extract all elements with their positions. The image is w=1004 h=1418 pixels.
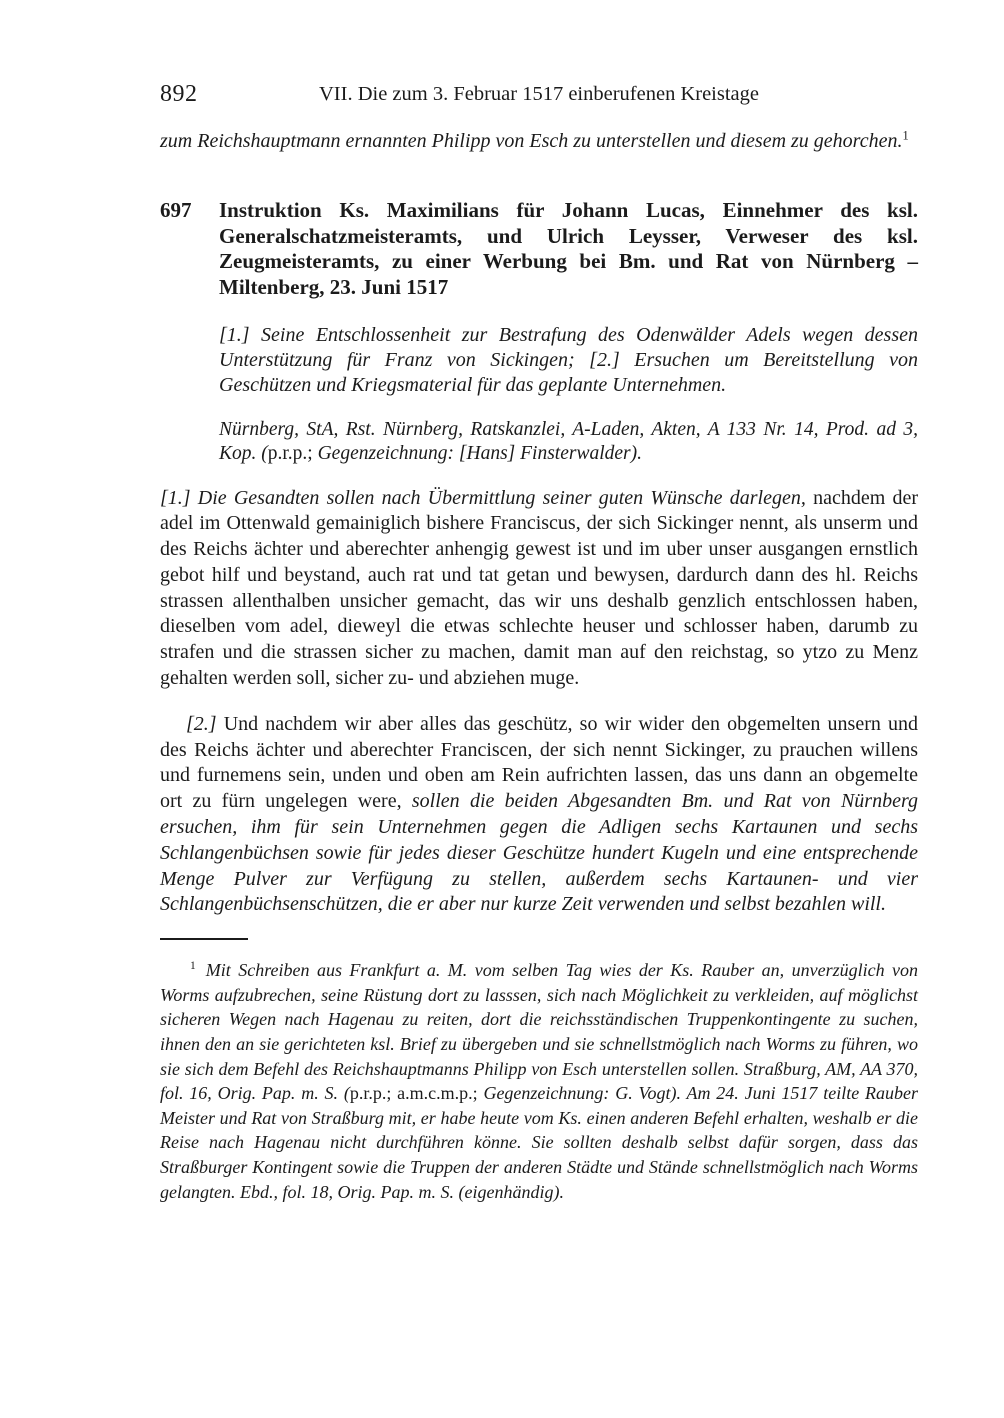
source-part-2: Gegenzeichnung: [Hans] Finsterwalder). [312, 443, 643, 464]
page-number: 892 [160, 81, 198, 107]
paragraph-2-tail: sollen die beiden Abgesandten Bm. und Rat von Nürnberg ersuchen, ihm für sein Unternehmen gegen die Adligen sechs Kartaunen und sechs Schlangenbüchsen sowie für jedes dieser Geschütze hundert Kugeln und eine entsprechende Menge Pulver zur Verfügung zu stellen, außerdem sechs Kartaunen- und vier Schlangenbüchsenschützen, die er aber nur kurze Zeit verwenden und selbst bezahlen will. [160, 790, 918, 916]
footnote-marker: 1 [190, 960, 196, 973]
body-paragraph-1 [160, 486, 918, 692]
footnote-text-1: Mit Schreiben aus Frankfurt a. M. vom selben Tag wies der Ks. Rauber an, unverzüglich von Worms aufzubrechen, seine Rüstung dort zu lasssen, sich nach Möglichkeit zu verkleiden, auf möglichst sicheren Wegen nach Hagenau zu reiten, dort die reichsständischen Truppenkontingente zu suchen, ihnen den an sie gerichteten ksl. Brief zu übergeben und sie schnellstmöglich nach Worms zu führen, wo sie sich dem Befehl des Reichshauptmanns Philipp von Esch unterstellen sollen. Straßburg, AM, AA 370, fol. 16, Orig. Pap. m. S. ( [160, 960, 918, 1104]
footnote-separator [160, 938, 248, 940]
entry-title: Instruktion Ks. Maximilians für Johann Lucas, Einnehmer des ksl. Generalschatzmeisteramts, und Ulrich Leysser, Verweser des ksl. Zeugmeisteramts, zu einer Werbung bei Bm. und Rat von Nürnberg – Miltenberg, 23. Juni 1517 [219, 198, 918, 299]
intro-text: zum Reichshauptmann ernannten Philipp von Esch zu unterstellen und diesem zu gehorchen. [160, 130, 903, 152]
intro-continuation-paragraph [160, 128, 918, 154]
paragraph-2-lead: [2.] [186, 712, 224, 735]
footnote-text-2: Gegenzeichnung: G. Vogt). Am 24. Juni 1517 teilte Rauber Meister und Rat von Straßburg mit, er habe heute vom Ks. einen anderen Befehl erhalten, weshalb er die Reise nach Hagenau nicht durchführen könne. Sie sollten deshalb selbst dafür sorgen, dass das Straßburger Kontingent sowie die Truppen der anderen Städte und Stände schnellstmöglich nach Worms gelangten. Ebd., fol. 18, Orig. Pap. m. S. (eigenhändig). [160, 1083, 918, 1202]
footnote-area [160, 938, 918, 1204]
entry-summary: [1.] Seine Entschlossenheit zur Bestrafung des Odenwälder Adels wegen dessen Unterstützung für Franz von Sickingen; [2.] Ersuchen um Bereitstellung von Geschützen und Kriegsmaterial für das geplante Unternehmen. [219, 324, 918, 396]
entry-heading [160, 198, 918, 300]
paragraph-1-lead: [1.] Die Gesandten sollen nach Übermittlung seiner guten Wünsche darlegen, [160, 486, 814, 509]
source-part-1: Nürnberg, StA, Rst. Nürnberg, Ratskanzlei, A-Laden, Akten, A 133 Nr. 14, Prod. ad 3, Kop. ( [219, 419, 918, 464]
entry-number: 697 [160, 198, 192, 222]
source-part-roman: p.r.p.; [267, 443, 313, 464]
footnote-reference-1: 1 [902, 128, 909, 143]
footnote-text-roman: p.r.p.; a.m.c.m.p.; [349, 1083, 478, 1104]
paragraph-1-text: nachdem der adel im Ottenwald gemainiglich bishere Franciscus, der sich Sickinger nennt, als unserm und des Reichs ächter und aberechter anhengig gewest ist und im uber unser ausgangen ernstlich gebot hilf und beystand, auch rat und tat getan und bewysen, dardurch dann des hl. Reichs strassen allenthalben unsicher gemacht, das wir uns deshalb genzlich entschlossen haben, dieselben vom adel, dieweyl die etwas schlechte heuser und schlosser haben, darumb zu strafen und die strassen sicher zu machen, damit man auf den reichstag, so ytzo zu Menz gehalten werden soll, sicher zu- und abziehen muge. [160, 486, 918, 690]
body-paragraph-2 [160, 712, 918, 918]
footnote-1 [160, 958, 918, 1204]
running-title: VII. Die zum 3. Februar 1517 einberufenen Kreistage [318, 83, 760, 105]
text-block [160, 80, 918, 1222]
running-header [160, 80, 918, 108]
paragraph-2-text: Und nachdem wir aber alles das geschütz, so wir wider den obgemelten unsern und des Reichs ächter und aberechter Franciscen, der sich nennt Sickinger, zu prauchen willens und furnemens sein, unden und oben am Rein aufrichten lassen, das uns dann an obgemelte ort zu fürn ungelegen were, [160, 712, 918, 813]
entry-source-line [219, 418, 918, 466]
